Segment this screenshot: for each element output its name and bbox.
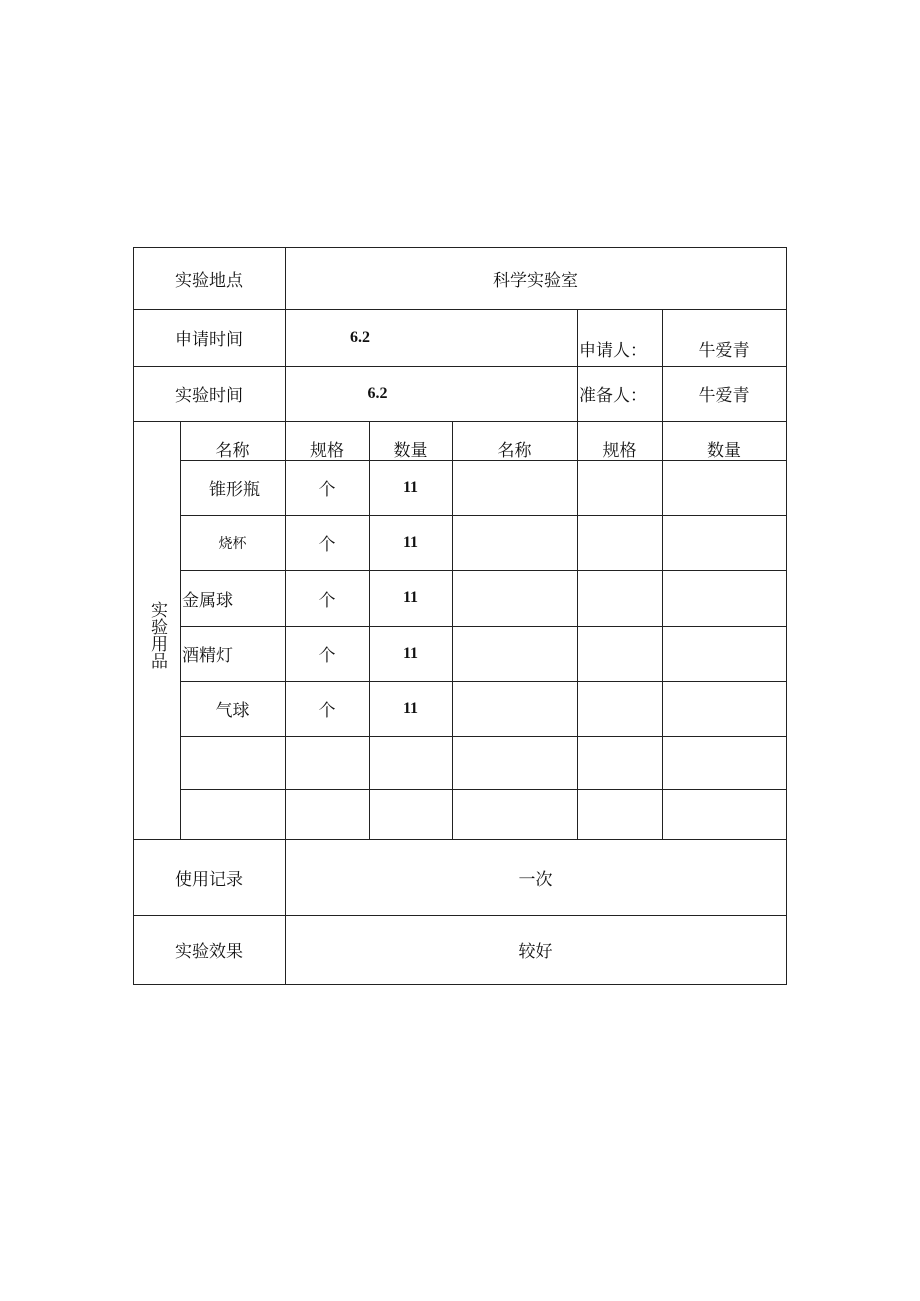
location-value: 科学实验室 xyxy=(493,270,578,291)
header-spec-1: 规格 xyxy=(310,440,344,461)
usage-value: 一次 xyxy=(518,869,553,890)
exp-time-value: 6.2 xyxy=(367,384,388,402)
item-name: 金属球 xyxy=(182,590,233,611)
apply-time-label: 申请时间 xyxy=(175,330,243,350)
item-qty: 11 xyxy=(402,699,419,717)
applicant-label: 申请人： xyxy=(579,340,647,361)
exp-time-label: 实验时间 xyxy=(175,386,243,406)
item-name: 锥形瓶 xyxy=(209,480,260,500)
item-qty: 11 xyxy=(402,478,419,496)
effect-label: 实验效果 xyxy=(175,942,243,962)
item-qty: 11 xyxy=(402,644,419,662)
header-qty-1: 数量 xyxy=(393,440,428,461)
effect-value: 较好 xyxy=(518,942,553,962)
location-label: 实验地点 xyxy=(175,270,243,291)
apply-time-value: 6.2 xyxy=(350,328,370,346)
item-spec: 个 xyxy=(318,480,336,500)
item-spec: 个 xyxy=(318,701,336,721)
preparer-label: 准备人： xyxy=(579,386,647,406)
item-name: 酒精灯 xyxy=(182,646,233,666)
header-name-1: 名称 xyxy=(215,440,250,461)
supplies-label xyxy=(133,421,180,839)
usage-label: 使用记录 xyxy=(175,869,243,890)
header-spec-2: 规格 xyxy=(602,440,637,461)
item-qty: 11 xyxy=(402,533,419,551)
header-qty-2: 数量 xyxy=(707,440,741,461)
preparer-name: 牛爱青 xyxy=(698,386,750,406)
applicant-name: 牛爱青 xyxy=(698,340,750,361)
item-spec: 个 xyxy=(318,646,336,666)
item-name: 气球 xyxy=(215,701,250,721)
header-name-2: 名称 xyxy=(497,440,532,461)
item-name: 烧杯 xyxy=(218,535,247,552)
item-spec: 个 xyxy=(318,535,336,555)
item-qty: 11 xyxy=(402,589,419,606)
supplies-label-text: 实验用品 xyxy=(147,601,167,669)
item-spec: 个 xyxy=(318,590,336,611)
